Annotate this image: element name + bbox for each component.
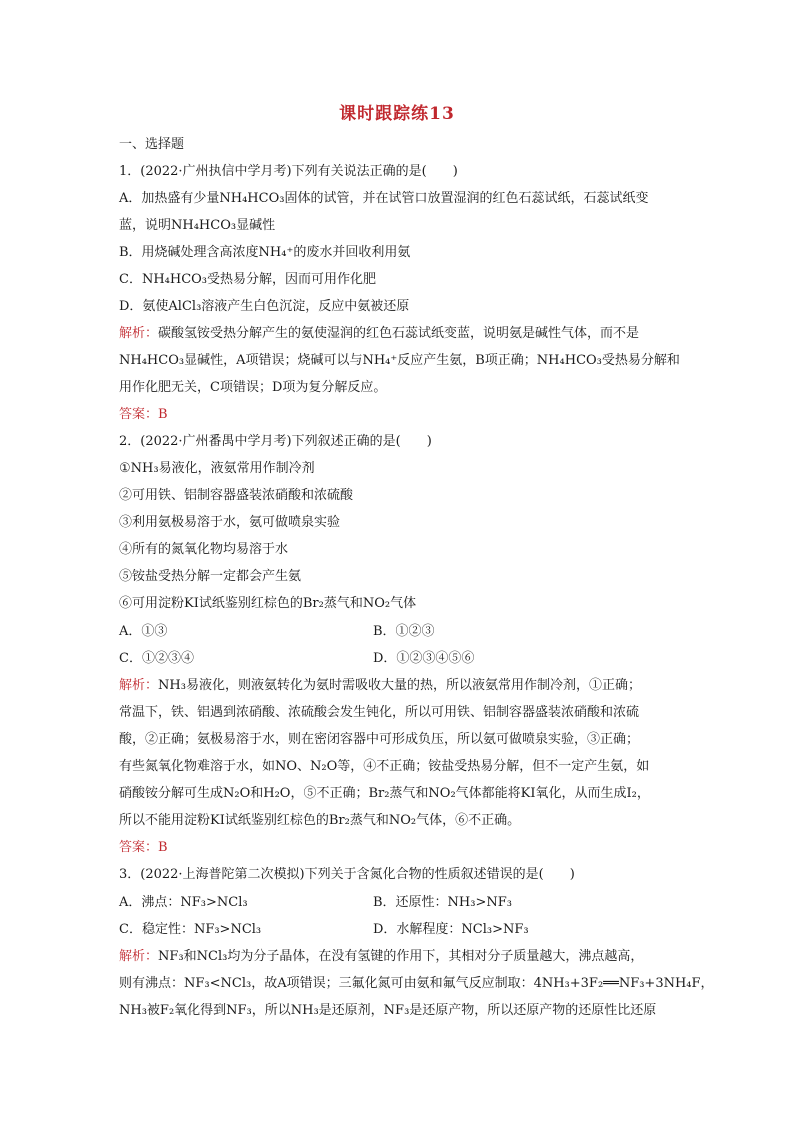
q2-option-c: C．①②③④ bbox=[119, 651, 194, 666]
q3-option-b: B．还原性：NH₃>NF₃ bbox=[373, 895, 512, 910]
q1-option-a-line1: A．加热盛有少量NH₄HCO₃固体的试管，并在试管口放置湿润的红色石蕊试纸，石蕊试纸变 bbox=[119, 191, 649, 206]
q2-statement-3: ③利用氨极易溶于水，氨可做喷泉实验 bbox=[119, 515, 341, 530]
q1-option-c: C．NH₄HCO₃受热易分解，因而可用作化肥 bbox=[119, 272, 377, 287]
q2-option-a: A．①③ bbox=[119, 624, 168, 639]
q2-answer: 答案：B bbox=[119, 840, 168, 855]
analysis-label: 解析： bbox=[119, 678, 159, 693]
q2-analysis-line1 bbox=[119, 678, 641, 694]
q3-stem: 3．(2022·上海普陀第二次模拟)下列关于含氮化合物的性质叙述错误的是( ) bbox=[119, 867, 575, 882]
q1-option-d: D．氨使AlCl₃溶液产生白色沉淀，反应中氨被还原 bbox=[119, 299, 410, 314]
q1-analysis-text1: 碳酸氢铵受热分解产生的氨使湿润的红色石蕊试纸变蓝，说明氨是碱性气体，而不是 bbox=[158, 326, 640, 341]
q1-analysis-line2: NH₄HCO₃显碱性，A项错误；烧碱可以与NH₄⁺反应产生氨，B项正确；NH₄HCO₃受热易分解和 bbox=[119, 353, 680, 368]
q2-statement-6: ⑥可用淀粉KI试纸鉴别红棕色的Br₂蒸气和NO₂气体 bbox=[119, 596, 417, 611]
q2-statement-4: ④所有的氮氧化物均易溶于水 bbox=[119, 542, 289, 557]
q2-analysis-line2: 常温下，铁、铝遇到浓硝酸、浓硫酸会发生钝化，所以可用铁、铝制容器盛装浓硝酸和浓硫 bbox=[119, 705, 640, 720]
q3-analysis-text1: NF₃和NCl₃均为分子晶体，在没有氢键的作用下，其相对分子质量越大，沸点越高， bbox=[158, 949, 644, 964]
q2-option-d: D．①②③④⑤⑥ bbox=[373, 651, 475, 666]
q1-answer: 答案：B bbox=[119, 407, 168, 422]
q1-analysis-line3: 用作化肥无关，C项错误；D项为复分解反应。 bbox=[119, 380, 387, 395]
q2-statement-2: ②可用铁、铝制容器盛装浓硝酸和浓硫酸 bbox=[119, 488, 354, 503]
q2-statement-1: ①NH₃易液化，液氨常用作制冷剂 bbox=[119, 461, 315, 476]
q1-analysis-line1 bbox=[119, 326, 639, 342]
q2-analysis-line3: 酸，②正确；氨极易溶于水，则在密闭容器中可形成负压，所以氨可做喷泉实验，③正确； bbox=[119, 732, 640, 747]
q3-option-c: C．稳定性：NF₃>NCl₃ bbox=[119, 922, 262, 937]
q3-analysis-line3: NH₃被F₂氧化得到NF₃，所以NH₃是还原剂，NF₃是还原产物，所以还原产物的还原性比还原 bbox=[119, 1003, 657, 1018]
analysis-label: 解析： bbox=[119, 326, 159, 341]
q1-option-b: B．用烧碱处理含高浓度NH₄⁺的废水并回收利用氨 bbox=[119, 245, 411, 260]
q2-analysis-line6: 所以不能用淀粉KI试纸鉴别红棕色的Br₂蒸气和NO₂气体，⑥不正确。 bbox=[119, 813, 521, 828]
q3-analysis-line2: 则有沸点：NF₃<NCl₃，故A项错误；三氟化氮可由氨和氟气反应制取：4NH₃+3F₂══NF₃+3NH₄F， bbox=[119, 976, 714, 991]
q2-option-b: B．①②③ bbox=[373, 624, 435, 639]
q3-analysis-line1 bbox=[119, 949, 643, 965]
q2-stem: 2．(2022·广州番禺中学月考)下列叙述正确的是( ) bbox=[119, 434, 432, 449]
q2-statement-5: ⑤铵盐受热分解一定都会产生氨 bbox=[119, 569, 302, 584]
q2-analysis-text1: NH₃易液化，则液氨转化为氨时需吸收大量的热，所以液氨常用作制冷剂，①正确； bbox=[158, 678, 641, 693]
q1-stem: 1．(2022·广州执信中学月考)下列有关说法正确的是( ) bbox=[119, 164, 458, 179]
q3-option-a: A．沸点：NF₃>NCl₃ bbox=[119, 895, 248, 910]
q2-analysis-line5: 硝酸铵分解可生成N₂O和H₂O，⑤不正确；Br₂蒸气和NO₂气体都能将KI氧化，从而生成I₂， bbox=[119, 786, 650, 801]
section-heading: 一、选择题 bbox=[119, 137, 185, 152]
q2-analysis-line4: 有些氮氧化物难溶于水，如NO、N₂O等，④不正确；铵盐受热易分解，但不一定产生氨，如 bbox=[119, 759, 650, 774]
q1-option-a-line2: 蓝，说明NH₄HCO₃显碱性 bbox=[119, 218, 276, 233]
analysis-label: 解析： bbox=[119, 949, 159, 964]
page-title: 课时跟踪练13 bbox=[339, 104, 455, 124]
q3-option-d: D．水解程度：NCl₃>NF₃ bbox=[373, 922, 529, 937]
